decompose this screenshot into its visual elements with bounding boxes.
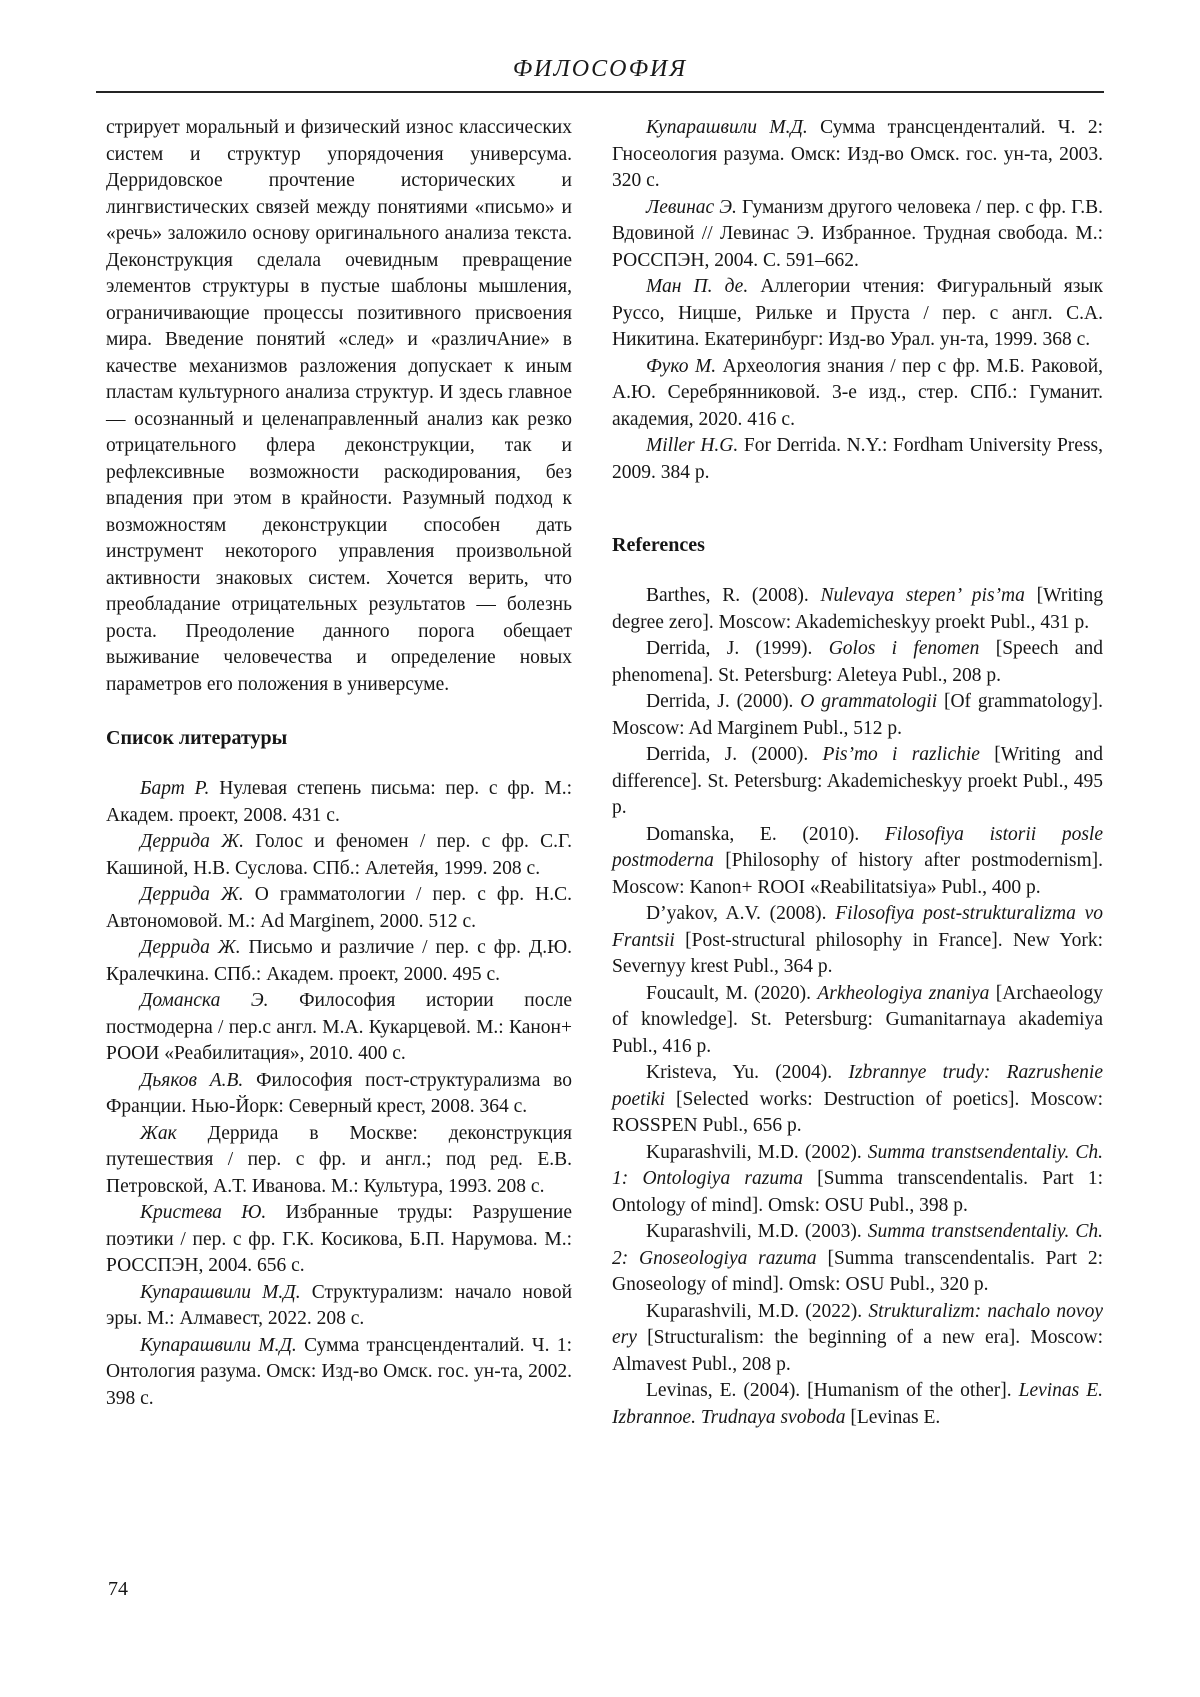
- reference-item: [106, 988, 572, 1068]
- two-column-layout: [0, 115, 1200, 1431]
- reference-italic-segment: Кристева Ю.: [140, 1202, 267, 1223]
- reference-text-segment: [Archaeology of knowledge]. St. Petersburg: Gumanitarnaya akademiya Publ., 416 p.: [612, 982, 1103, 1057]
- reference-item: [106, 1068, 572, 1121]
- reference-text-segment: Письмо и различие / пер. с фр. Д.Ю. Кралечкина. СПб.: Академ. проект, 2000. 495 с.: [106, 937, 573, 985]
- body-paragraph: стрирует моральный и физический износ классических систем и структур упорядочения универсума. Дерридовское прочтение исторических и лингвистических связей между понятиями «письмо» и «речь» заложило основу оригинального анализа текста. Деконструкция сделала очевидным превращение элементов структуры в пустые шаблоны мышления, ограничивающие процессы позитивного присвоения мира. Введение понятий «след» и «различАние» в качестве механизмов разложения допускает к иным пластам культурного анализа структур. И здесь главное — осознанный и целенаправленный анализ как резко отрицательного флера деконструкции, так и рефлексивные возможности раскодирования, без впадения при этом в крайности. Разумный подход к возможностям деконструкции способен дать инструмент некоторого управления произвольной активности знаковых систем. Хочется верить, что преобладание отрицательных результатов — болезнь роста. Преодоление данного порога обещает выживание человечества и определение новых параметров его положения в универсуме.: [106, 117, 572, 695]
- reference-item: [106, 1121, 572, 1201]
- page-number: 74: [108, 1578, 128, 1600]
- references-en-list: [612, 583, 1103, 1431]
- reference-item: [106, 1200, 572, 1280]
- reference-italic-segment: Фуко М.: [646, 355, 717, 377]
- reference-item: [612, 901, 1103, 981]
- reference-text-segment: Derrida, J. (2000).: [646, 744, 823, 765]
- reference-item: [612, 195, 1103, 275]
- reference-item: [612, 433, 1103, 486]
- reference-text-segment: Kuparashvili, M.D. (2022).: [646, 1300, 869, 1322]
- reference-italic-segment: Izbrannye trudy: Razrushenie poetiki: [612, 1062, 1103, 1110]
- reference-text-segment: [Structuralism: the beginning of a new era]. Moscow: Almavest Publ., 208 p.: [612, 1327, 1103, 1375]
- reference-item: [612, 115, 1103, 195]
- reference-text-segment: О грамматологии / пер. с фр. Н.С. Автономовой. М.: Ad Marginem, 2000. 512 с.: [106, 884, 572, 932]
- reference-item: [612, 1378, 1103, 1431]
- reference-text-segment: D’yakov, A.V. (2008).: [646, 903, 836, 924]
- reference-text-segment: Levinas, E. (2004). [Humanism of the other].: [646, 1380, 1019, 1401]
- left-column: [106, 115, 572, 1412]
- reference-text-segment: For Derrida. N.Y.: Fordham University Press, 2009. 384 p.: [612, 435, 1103, 483]
- reference-text-segment: Сумма трансценденталий. Ч. 2: Гносеология разума. Омск: Изд-во Омск. гос. ун-та, 2003. 320 с.: [612, 117, 1103, 191]
- reference-text-segment: [Writing degree zero]. Moscow: Akademicheskyy proekt Publ., 431 p.: [612, 585, 1104, 633]
- journal-section-title: ФИЛОСОФИЯ: [512, 56, 688, 82]
- references-ru-list-left: [106, 776, 572, 1412]
- references-en-heading: References: [612, 534, 705, 556]
- reference-item: [612, 636, 1103, 689]
- reference-text-segment: Деррида в Москве: деконструкция путешествия / пер. с фр. и англ.; под ред. Е.В. Петровской, А.Т. Иванова. М.: Культура, 1993. 208 с.: [106, 1122, 572, 1197]
- reference-italic-segment: Деррида Ж.: [140, 884, 244, 905]
- reference-text-segment: Kuparashvili, M.D. (2003).: [646, 1221, 868, 1242]
- reference-italic-segment: Жак: [140, 1122, 177, 1144]
- reference-text-segment: [Summa transcendentalis. Part 1: Ontology of mind]. Omsk: OSU Publ., 398 p.: [612, 1168, 1103, 1216]
- reference-item: [106, 776, 572, 829]
- reference-text-segment: Голос и феномен / пер. с фр. С.Г. Кашиной, Н.В. Суслова. СПб.: Алетейя, 1999. 208 с.: [106, 831, 572, 879]
- reference-text-segment: [Writing and difference]. St. Petersburg: Akademicheskyy proekt Publ., 495 p.: [612, 744, 1103, 818]
- reference-text-segment: Domanska, E. (2010).: [646, 823, 885, 845]
- reference-item: [612, 1140, 1103, 1220]
- reference-text-segment: Структурализм: начало новой эры. М.: Алмавест, 2022. 208 с.: [106, 1281, 573, 1329]
- reference-item: [612, 981, 1103, 1061]
- reference-item: [612, 274, 1103, 354]
- reference-text-segment: Нулевая степень письма: пер. с фр. М.: Академ. проект, 2008. 431 с.: [106, 778, 572, 826]
- references-ru-list-right: [612, 115, 1103, 486]
- header-rule: [96, 91, 1104, 93]
- reference-item: [106, 829, 572, 882]
- reference-text-segment: Философия пост-структурализма во Франции. Нью-Йорк: Северный крест, 2008. 364 с.: [106, 1069, 572, 1117]
- reference-italic-segment: Барт Р.: [140, 778, 210, 799]
- reference-item: [612, 1299, 1103, 1379]
- reference-text-segment: Избранные труды: Разрушение поэтики / пер. с фр. Г.К. Косикова, Б.П. Нарумова. М.: РОССПЭН, 2004. 656 с.: [106, 1202, 572, 1276]
- reference-italic-segment: Купарашвили М.Д.: [140, 1334, 297, 1356]
- reference-text-segment: [Summa transcendentalis. Part 2: Gnoseology of mind]. Omsk: OSU Publ., 320 p.: [612, 1247, 1103, 1295]
- right-column: [612, 115, 1103, 1431]
- reference-italic-segment: Summa transtsendentaliy. Ch. 1: Ontologiya razuma: [612, 1141, 1103, 1189]
- reference-text-segment: Kristeva, Yu. (2004).: [646, 1062, 849, 1083]
- reference-italic-segment: Купарашвили М.Д.: [140, 1281, 301, 1303]
- reference-text-segment: [Speech and phenomena]. St. Petersburg: Aleteya Publ., 208 p.: [612, 638, 1103, 686]
- reference-text-segment: Derrida, J. (2000).: [646, 691, 801, 712]
- reference-item: [612, 1219, 1103, 1299]
- reference-italic-segment: Ман П. де.: [646, 276, 749, 297]
- reference-text-segment: Derrida, J. (1999).: [646, 638, 829, 659]
- reference-italic-segment: Левинас Э.: [646, 196, 737, 218]
- reference-item: [612, 822, 1103, 902]
- reference-item: [612, 1060, 1103, 1140]
- reference-text-segment: Barthes, R. (2008).: [646, 585, 821, 606]
- reference-item: [106, 935, 572, 988]
- reference-italic-segment: Деррида Ж.: [140, 937, 241, 958]
- reference-text-segment: [Philosophy of history after postmodernism]. Moscow: Kanon+ ROOI «Reabilitatsiya» Publ., 400 p.: [612, 850, 1103, 898]
- reference-text-segment: Гуманизм другого человека / пер. с фр. Г.В. Вдовиной // Левинас Э. Избранное. Трудная свобода. М.: РОССПЭН, 2004. С. 591–662.: [612, 196, 1103, 271]
- reference-italic-segment: Pis’mo i razlichie: [822, 744, 980, 765]
- reference-italic-segment: Дьяков А.В.: [140, 1069, 244, 1091]
- reference-text-segment: Философия истории после постмодерна / пер.с англ. М.А. Кукарцевой. М.: Канон+ РООИ «Реабилитация», 2010. 400 с.: [106, 990, 572, 1064]
- reference-italic-segment: Golos i fenomen: [828, 638, 980, 659]
- reference-italic-segment: Filosofiya istorii posle postmoderna: [612, 823, 1103, 871]
- reference-italic-segment: Nulevaya stepen’ pis’ma: [820, 585, 1025, 606]
- page-header: [0, 0, 1200, 93]
- reference-italic-segment: Filosofiya post-strukturalizma vo Frantsii: [612, 903, 1103, 951]
- reference-italic-segment: Деррида Ж.: [140, 831, 244, 852]
- reference-text-segment: [Selected works: Destruction of poetics]. Moscow: ROSSPEN Publ., 656 p.: [612, 1088, 1103, 1136]
- reference-text-segment: [Of grammatology]. Moscow: Ad Marginem Publ., 512 p.: [612, 691, 1103, 739]
- reference-item: [106, 1333, 572, 1413]
- reference-text-segment: [Post-structural philosophy in France]. New York: Severnyy krest Publ., 364 p.: [612, 929, 1103, 977]
- reference-item: [106, 882, 572, 935]
- reference-item: [612, 354, 1103, 434]
- reference-italic-segment: Levinas E. Izbrannoe. Trudnaya svoboda: [612, 1380, 1104, 1428]
- reference-italic-segment: O grammatologii: [800, 691, 938, 712]
- reference-italic-segment: Доманска Э.: [140, 990, 269, 1011]
- reference-text-segment: Сумма трансценденталий. Ч. 1: Онтология разума. Омск: Изд-во Омск. гос. ун-та, 2002. 398 с.: [106, 1334, 572, 1409]
- reference-text-segment: Kuparashvili, M.D. (2002).: [646, 1141, 868, 1163]
- reference-text-segment: Археология знания / пер с фр. М.Б. Раковой, А.Ю. Серебрянниковой. 3-е изд., стер. СПб.: Гуманит. академия, 2020. 416 с.: [612, 355, 1104, 430]
- reference-text-segment: [Levinas E.: [845, 1406, 941, 1428]
- reference-italic-segment: Summa transtsendentaliy. Ch. 2: Gnoseologiya razuma: [612, 1221, 1103, 1269]
- reference-text-segment: Foucault, M. (2020).: [646, 982, 818, 1004]
- reference-italic-segment: Arkheologiya znaniya: [817, 982, 990, 1004]
- reference-italic-segment: Купарашвили М.Д.: [646, 117, 808, 138]
- reference-item: [612, 742, 1103, 822]
- references-ru-heading: Список литературы: [106, 727, 288, 749]
- reference-text-segment: Аллегории чтения: Фигуральный язык Руссо, Ницше, Рильке и Пруста / пер. с англ. С.А. Никитина. Екатеринбург: Изд-во Урал. ун-та, 1999. 368 с.: [612, 276, 1104, 350]
- reference-italic-segment: Miller H.G.: [646, 435, 739, 456]
- reference-item: [612, 689, 1103, 742]
- reference-italic-segment: Strukturalizm: nachalo novoy ery: [612, 1300, 1103, 1348]
- reference-item: [106, 1280, 572, 1333]
- reference-item: [612, 583, 1103, 636]
